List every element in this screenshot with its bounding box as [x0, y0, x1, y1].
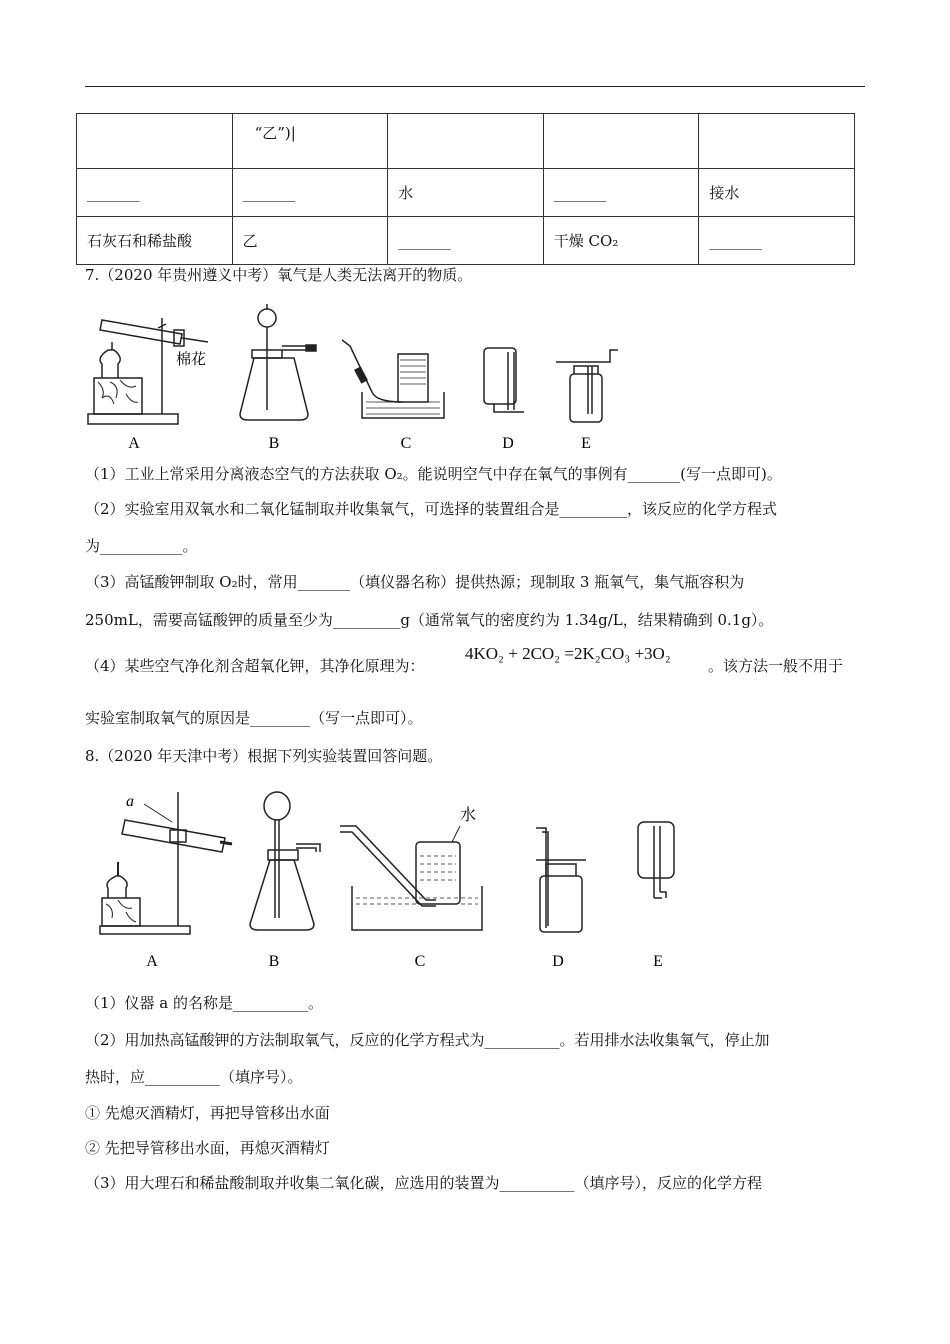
stand-base-icon — [88, 414, 178, 424]
figure-label: B — [268, 435, 280, 452]
table-cell: 乙 — [232, 217, 388, 265]
table-cell — [543, 114, 699, 169]
table-cell: 干燥 CO₂ — [543, 217, 699, 265]
table-cell: 接水 — [699, 169, 855, 217]
q7-part3-cont: 250mL，需要高锰酸钾的质量至少为_________g（通常氧气的密度约为 1.34g/L，结果精确到 0.1g）。 — [85, 611, 774, 629]
q7-part4-end: 。该方法一般不用于 — [708, 657, 844, 675]
gas-bottle-e-icon — [638, 822, 674, 898]
q7-part1: （1）工业上常采用分离液态空气的方法获取 O₂。能说明空气中存在氧气的事例有_______(写一点即可)。 — [85, 465, 782, 483]
q7-part4-cont: 实验室制取氧气的原因是________（写一点即可）。 — [85, 709, 423, 727]
header-rule — [85, 86, 865, 87]
q7-part2-cont: 为___________。 — [85, 537, 198, 555]
table-cell: 石灰石和稀盐酸 — [77, 217, 233, 265]
q7-title: 7.（2020 年贵州遵义中考）氧气是人类无法离开的物质。 — [85, 266, 473, 284]
cotton-label: 棉花 — [176, 352, 207, 368]
figure-label: A — [128, 435, 140, 452]
table-row — [77, 217, 855, 265]
figure-label: A — [146, 953, 158, 970]
table-cell: _______ — [699, 217, 855, 265]
water-trough-icon — [342, 340, 444, 418]
gas-bottle-e-icon — [556, 350, 618, 422]
q8-part2: （2）用加热高锰酸钾的方法制取氧气，反应的化学方程式为__________。若用排水法收集氧气，停止加 — [85, 1031, 770, 1049]
q7-part2: （2）实验室用双氧水和二氧化锰制取并收集氧气，可选择的装置组合是_________，该反应的化学方程式 — [85, 500, 778, 518]
table-cell: _______ — [388, 217, 544, 265]
gas-bottle-d-icon — [536, 828, 586, 932]
figure-label: C — [400, 435, 412, 452]
q7-apparatus-figure — [80, 290, 620, 452]
q8-option-1: ① 先熄灭酒精灯，再把导管移出水面 — [85, 1104, 330, 1122]
table-cell: _______ — [543, 169, 699, 217]
test-tube-icon — [100, 320, 182, 344]
conical-flask-icon — [250, 792, 320, 930]
table-cell — [77, 114, 233, 169]
table-cell: _______ — [232, 169, 388, 217]
q8-option-2: ② 先把导管移出水面，再熄灭酒精灯 — [85, 1139, 330, 1157]
q8-part1: （1）仪器 a 的名称是__________。 — [85, 994, 324, 1012]
instrument-a-label: a — [126, 793, 134, 810]
table-cell: “乙”)| — [232, 114, 388, 169]
q7-part3: （3）高锰酸钾制取 O₂时，常用_______（填仪器名称）提供热源；现制取 3 瓶氧气，集气瓶容积为 — [85, 573, 745, 591]
alcohol-lamp-icon — [100, 350, 120, 378]
figure-label: C — [414, 953, 426, 970]
q8-part2-cont: 热时，应__________（填序号）。 — [85, 1068, 303, 1086]
conical-flask-icon — [240, 304, 316, 420]
table-cell: _______ — [77, 169, 233, 217]
water-trough-icon — [340, 826, 482, 930]
q8-title: 8.（2020 年天津中考）根据下列实验装置回答问题。 — [85, 747, 443, 765]
table-row — [77, 169, 855, 217]
chemical-equation: 4KO₂ + 2CO₂ =2K₂CO₃ +3O₂ — [465, 644, 671, 663]
test-tube-icon — [122, 820, 225, 852]
iron-stand-icon — [100, 792, 232, 934]
gas-bottle-d-icon — [484, 348, 524, 412]
figure-label: E — [581, 435, 591, 452]
table-cell — [388, 114, 544, 169]
figure-label: E — [653, 953, 663, 970]
q8-part3: （3）用大理石和稀盐酸制取并收集二氧化碳，应选用的装置为__________（填序号），反应的化学方程 — [85, 1174, 763, 1192]
answer-table — [76, 113, 855, 265]
table-row — [77, 114, 855, 169]
alcohol-lamp-icon — [107, 876, 127, 898]
figure-label: B — [268, 953, 280, 970]
q7-part4: （4）某些空气净化剂含超氧化钾，其净化原理为： — [85, 657, 425, 675]
table-cell — [699, 114, 855, 169]
q8-apparatus-figure — [90, 780, 710, 976]
table-cell: 水 — [388, 169, 544, 217]
figure-label: D — [502, 435, 514, 452]
water-label: 水 — [460, 807, 477, 824]
figure-label: D — [552, 953, 564, 970]
